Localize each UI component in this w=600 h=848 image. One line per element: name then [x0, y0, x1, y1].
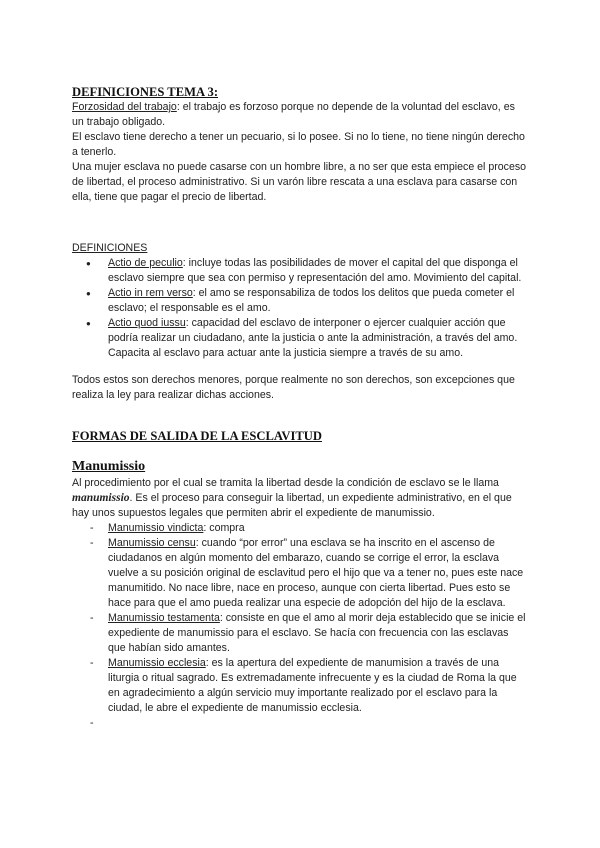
- term-manumissio: manumissio: [72, 492, 130, 504]
- definition-term: Actio de peculio: [108, 257, 183, 269]
- definition-term: Actio in rem verso: [108, 287, 193, 299]
- list-item: [72, 316, 528, 361]
- paragraph-manumissio-intro: [72, 476, 528, 521]
- manumissio-text: : cuando “por error” una esclava se ha inscrito en el ascenso de ciudadanos en algún momento del embarazo, cuando se corrige el error, la esclava vuelve a su posición original de esclavitud pero el hijo que va a tener no, pues este nace manumitido. No nace libre, nace en proceso, aunque con cierta libertad. Pues esto se hace para que el amo pueda realizar una especie de adopción del hijo de la esclava.: [108, 537, 524, 609]
- manumissio-text: : es la apertura del expediente de manumision a través de una liturgia o ritual sagrado. Es extremadamente infrecuente y es la ciudad de Roma la que en agradecimiento a algún servicio muy importante realizado por el esclavo para la ciudad, le abre el expediente de manumissio ecclesia.: [108, 657, 517, 714]
- list-item: [72, 286, 528, 316]
- section-title-definiciones: DEFINICIONES: [72, 242, 148, 254]
- manumissio-text: : consiste en que el amo al morir deja establecido que se inicie el expediente de manumissio para el esclavo. Se hacía con frecuencia con las esclavas que habían sido amantes.: [108, 612, 526, 654]
- paragraph-forzosidad: [72, 100, 528, 130]
- paragraph-text: : el trabajo es forzoso porque no depende de la voluntad del esclavo, es un trabajo obligado.: [72, 101, 515, 128]
- manumissio-term: Manumissio ecclesia: [108, 657, 206, 669]
- subtitle-manumissio: Manumissio: [72, 459, 146, 474]
- list-item: [72, 521, 528, 536]
- definitions-list: [72, 256, 528, 361]
- intro-text: . Es el proceso para conseguir la libertad, un expediente administrativo, en el que hay unos supuestos legales que permiten abrir el expediente de manumissio.: [72, 492, 512, 519]
- list-item: [72, 656, 528, 716]
- term-forzosidad: Forzosidad del trabajo: [72, 101, 177, 113]
- intro-text: Al procedimiento por el cual se tramita la libertad desde la condición de esclavo se le llama: [72, 477, 499, 489]
- list-item: [72, 536, 528, 611]
- manumissio-term: Manumissio vindicta: [108, 522, 204, 534]
- paragraph-pecuario: El esclavo tiene derecho a tener un pecuario, si lo posee. Si no lo tiene, no tiene ningún derecho a tenerlo.: [72, 131, 525, 158]
- manumissio-term: Manumissio testamenta: [108, 612, 220, 624]
- document-page: [72, 84, 528, 731]
- list-item: [72, 611, 528, 656]
- section-title-definiciones-tema-3: DEFINICIONES TEMA 3:: [72, 85, 219, 99]
- list-item-empty: [72, 716, 528, 731]
- manumissio-list: [72, 521, 528, 731]
- definition-text: : capacidad del esclavo de interponer o ejercer cualquier acción que podría realizar un ciudadano, ante la justicia o ante la administración, a través del amo. Capacita al esclavo para actuar ante la justicia siempre a través de su amo.: [108, 317, 518, 359]
- paragraph-derechos-menores: Todos estos son derechos menores, porque realmente no son derechos, son excepciones que realiza la ley para realizar dichas acciones.: [72, 374, 515, 401]
- manumissio-term: Manumissio censu: [108, 537, 196, 549]
- manumissio-text: : compra: [203, 522, 245, 534]
- list-item: [72, 256, 528, 286]
- definition-text: : el amo se responsabiliza de todos los delitos que pueda cometer el esclavo; el responsable es el amo.: [108, 287, 515, 314]
- paragraph-mujer-esclava: Una mujer esclava no puede casarse con un hombre libre, a no ser que esta empiece el proceso de libertad, el proceso administrativo. Si un varón libre rescata a una esclava para casarse con ella, tiene que pagar el precio de libertad.: [72, 161, 527, 203]
- section-title-formas-salida: FORMAS DE SALIDA DE LA ESCLAVITUD: [72, 429, 322, 443]
- definition-text: : incluye todas las posibilidades de mover el capital del que disponga el esclavo siempre que sea con permiso y representación del amo. Movimiento del capital.: [108, 257, 522, 284]
- definition-term: Actio quod iussu: [108, 317, 186, 329]
